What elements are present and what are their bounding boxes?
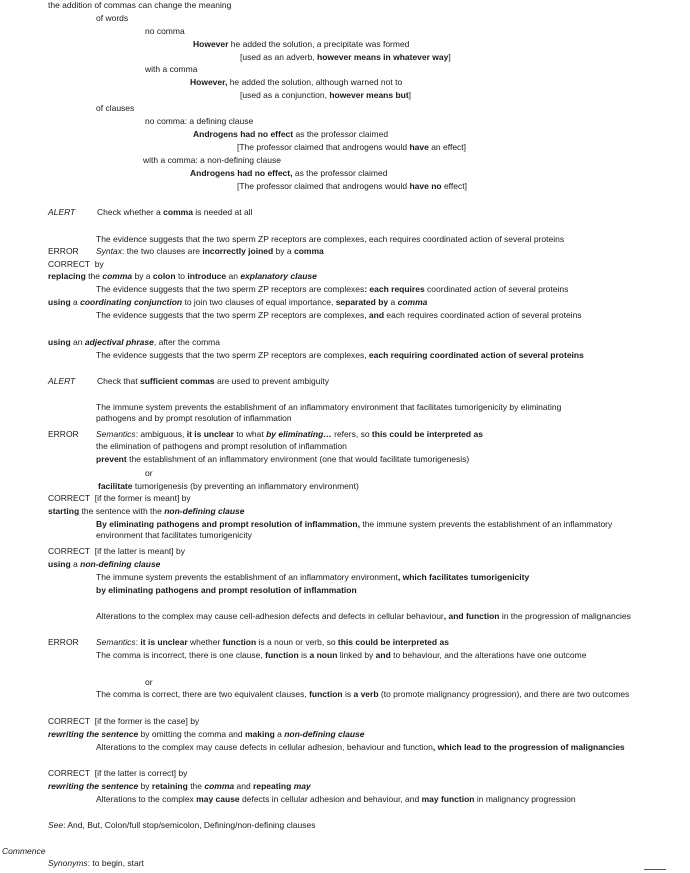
immune-fix-which-cont: by eliminating pathogens and prompt resolution of inflammation — [96, 585, 357, 595]
alterations-comma-correct: The comma is correct, there are two equivalent clauses, function is a verb (to promote malignancy progression), and there are two outcomes — [96, 689, 630, 699]
using-nondefining-instruction: using a non-defining clause — [48, 559, 161, 569]
immune-elimination-line: the elimination of pathogens and prompt resolution of inflammation — [96, 441, 347, 451]
example-androgens-defining: Androgens had no effect as the professor claimed — [193, 129, 389, 139]
replacing-instruction: replacing the comma by a colon to introduce an explanatory clause — [48, 271, 317, 281]
correct-label: CORRECT [if the latter is correct] by — [48, 768, 188, 778]
correct-label: CORRECT [if the former is meant] by — [48, 493, 191, 503]
synonyms-line: Synonyms: to begin, start — [48, 858, 144, 868]
error-label: ERROR — [48, 637, 79, 647]
with-comma-label: with a comma — [145, 64, 198, 74]
sperm-fix-adjectival: The evidence suggests that the two sperm ZP receptors are complexes, each requiring coordinated action of several proteins — [96, 350, 584, 360]
alert-sufficient-commas: Check that sufficient commas are used to prevent ambiguity — [97, 376, 329, 386]
correct-label: CORRECT [if the former is the case] by — [48, 716, 200, 726]
example-however-note: [used as an adverb, however means in whatever way] — [240, 52, 451, 62]
alterations-fix-may: Alterations to the complex may cause defects in cellular adhesion and behaviour, and may function in malignancy progression — [96, 794, 576, 804]
error-label: ERROR — [48, 246, 79, 256]
example-androgens-defining-note: [The professor claimed that androgens would have an effect] — [237, 142, 467, 152]
sperm-fix-colon: The evidence suggests that the two sperm ZP receptors are complexes: each requires coordinated action of several proteins — [96, 284, 569, 294]
example-however-no-comma: However he added the solution, a precipitate was formed — [193, 39, 410, 49]
correct-label: CORRECT [if the latter is meant] by — [48, 546, 185, 556]
or-separator: or — [145, 677, 153, 687]
sperm-example: The evidence suggests that the two sperm ZP receptors are complexes, each requires coordinated action of several proteins — [96, 234, 565, 244]
entry-heading-commence: Commence — [2, 846, 46, 856]
rewriting-instruction: rewriting the sentence by omitting the comma and making a non-defining clause — [48, 729, 365, 739]
alert-label: ALERT — [48, 207, 76, 217]
of-clauses-heading: of clauses — [96, 103, 135, 113]
immune-error-explanation: Semantics: ambiguous, it is unclear to what by eliminating… refers, so this could be interpreted as — [96, 429, 483, 439]
no-comma-label: no comma — [145, 26, 185, 36]
immune-fix-which: The immune system prevents the establishment of an inflammatory environment, which facilitates tumorigenicity — [96, 572, 530, 582]
or-separator: or — [145, 468, 153, 478]
example-however-comma: However, he added the solution, although warned not to — [190, 77, 403, 87]
starting-instruction: starting the sentence with the non-defining clause — [48, 506, 245, 516]
see-also-line: See: And, But, Colon/full stop/semicolon, Defining/non-defining clauses — [48, 820, 316, 830]
example-however-comma-note: [used as a conjunction, however means but] — [240, 90, 412, 100]
using-conjunction-instruction: using a coordinating conjunction to join two clauses of equal importance, separated by a comma — [48, 297, 428, 307]
alterations-comma-incorrect: The comma is incorrect, there is one clause, function is a noun linked by and to behaviour, and the alterations have one outcome — [96, 650, 587, 660]
sperm-fix-conjunction: The evidence suggests that the two sperm ZP receptors are complexes, and each requires coordinated action of several proteins — [96, 310, 582, 320]
immune-fix-nondefining-start: By eliminating pathogens and prompt resolution of inflammation, the immune system prevents the establishment of an inflammatory environment that facilitates tumorigenicity — [96, 519, 613, 540]
using-adjectival-instruction: using an adjectival phrase, after the comma — [48, 337, 220, 347]
alterations-error-explanation: Semantics: it is unclear whether function is a noun or verb, so this could be interpreted as — [96, 637, 449, 647]
rewriting-instruction: rewriting the sentence by retaining the comma and repeating may — [48, 781, 311, 791]
error-label: ERROR — [48, 429, 79, 439]
alert-comma-needed: Check whether a comma is needed at all — [97, 207, 253, 217]
intro-line: the addition of commas can change the meaning — [48, 0, 232, 10]
with-comma-nondefining-label: with a comma: a non-defining clause — [143, 155, 281, 165]
no-comma-defining-label: no comma: a defining clause — [145, 116, 254, 126]
example-androgens-nondefining: Androgens had no effect, as the professor claimed — [190, 168, 388, 178]
of-words-heading: of words — [96, 13, 129, 23]
correct-label: CORRECT by — [48, 259, 104, 269]
corner-mark — [644, 869, 666, 870]
example-androgens-nondefining-note: [The professor claimed that androgens would have no effect] — [237, 181, 467, 191]
sperm-error-explanation: Syntax: the two clauses are incorrectly joined by a comma — [96, 246, 324, 256]
immune-prevent-interpretation: prevent the establishment of an inflammatory environment (one that would facilitate tumorigenesis) — [96, 454, 470, 464]
alert-label: ALERT — [48, 376, 76, 386]
alterations-fix-which: Alterations to the complex may cause defects in cellular adhesion, behaviour and function, which lead to the progression of malignancies — [96, 742, 625, 752]
immune-facilitate-interpretation: facilitate tumorigenesis (by preventing an inflammatory environment) — [98, 481, 359, 491]
alterations-example: Alterations to the complex may cause cell-adhesion defects and defects in cellular behaviour, and function in the progression of malignancies — [96, 611, 631, 621]
immune-example: The immune system prevents the establishment of an inflammatory environment that facilitates tumorigenicity by eliminating pathogens and by prompt resolution of inflammation — [96, 402, 562, 423]
